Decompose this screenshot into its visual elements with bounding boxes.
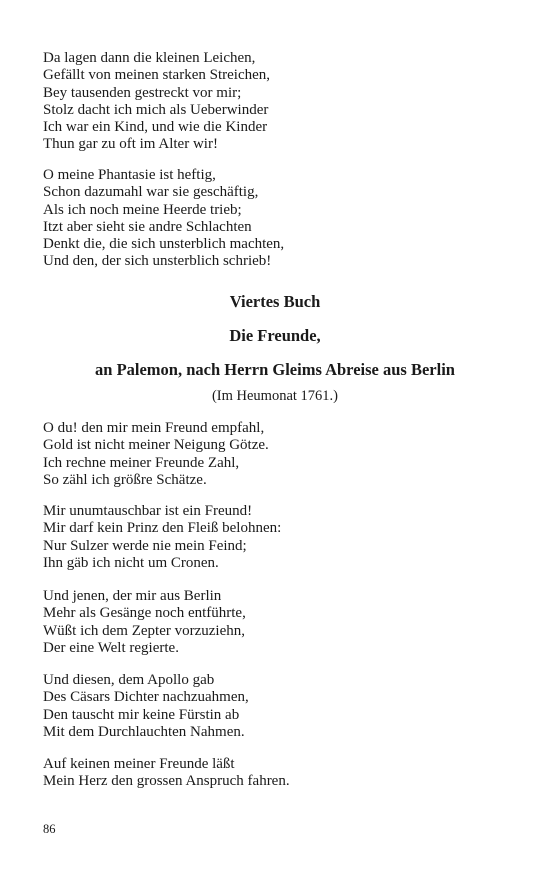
verse-line: So zähl ich größre Schätze. (43, 471, 207, 488)
verse-line: Und diesen, dem Apollo gab (43, 672, 215, 688)
verse-line: Nur Sulzer werde nie mein Feind; (43, 537, 247, 554)
stanza (43, 672, 513, 741)
poem-subtitle: an Palemon, nach Herrn Gleims Abreise aus Berlin (95, 360, 455, 379)
verse-line: Wüßt ich dem Zepter vorzuziehn, (43, 622, 246, 639)
verse-line: Ich war ein Kind, und wie die Kinder (43, 119, 268, 136)
page-number: 86 (43, 822, 56, 836)
book-heading: Viertes Buch (229, 292, 321, 311)
date-line: (Im Heumonat 1761.) (211, 388, 339, 404)
verse-line: Ihn gäb ich nicht um Cronen. (43, 554, 219, 571)
stanza (43, 420, 513, 489)
verse-line: Mit dem Durchlauchten Nahmen. (43, 723, 245, 740)
verse-line: Ich rechne meiner Freunde Zahl, (43, 454, 240, 471)
verse-line: Thun gar zu oft im Alter wir! (43, 136, 218, 153)
verse-line: Den tauscht mir keine Fürstin ab (43, 706, 240, 723)
verse-line: O du! den mir mein Freund empfahl, (43, 420, 265, 436)
verse-line: Der eine Welt regierte. (43, 639, 179, 656)
verse-line: Und jenen, der mir aus Berlin (43, 588, 222, 604)
verse-line: Itzt aber sieht sie andre Schlachten (43, 218, 252, 235)
verse-line: Als ich noch meine Heerde trieb; (43, 201, 242, 218)
verse-line: O meine Phantasie ist heftig, (43, 167, 216, 183)
stanza (43, 588, 513, 657)
verse-line: Stolz dacht ich mich als Ueberwinder (43, 101, 269, 118)
verse-line: Bey tausenden gestreckt vor mir; (43, 84, 242, 101)
verse-line: Schon dazumahl war sie geschäftig, (43, 184, 259, 201)
verse-line: Mein Herz den grossen Anspruch fahren. (43, 773, 290, 790)
verse-line: Denkt die, die sich unsterblich machten, (43, 236, 285, 253)
verse-line: Mir unumtauschbar ist ein Freund! (43, 503, 253, 519)
verse-line: Gefällt von meinen starken Streichen, (43, 67, 271, 84)
stanza (43, 167, 513, 271)
poem-title: Die Freunde, (229, 326, 321, 345)
stanza (43, 756, 513, 791)
verse-line: Mehr als Gesänge noch entführte, (43, 605, 246, 622)
stanza (43, 503, 513, 572)
stanza (43, 50, 513, 154)
verse-line: Des Cäsars Dichter nachzuahmen, (43, 689, 249, 706)
verse-line: Mir darf kein Prinz den Fleiß belohnen: (43, 520, 282, 537)
verse-line: Gold ist nicht meiner Neigung Götze. (43, 437, 269, 454)
verse-line: Da lagen dann die kleinen Leichen, (43, 50, 256, 66)
verse-line: Und den, der sich unsterblich schrieb! (43, 253, 272, 270)
verse-line: Auf keinen meiner Freunde läßt (43, 756, 235, 772)
